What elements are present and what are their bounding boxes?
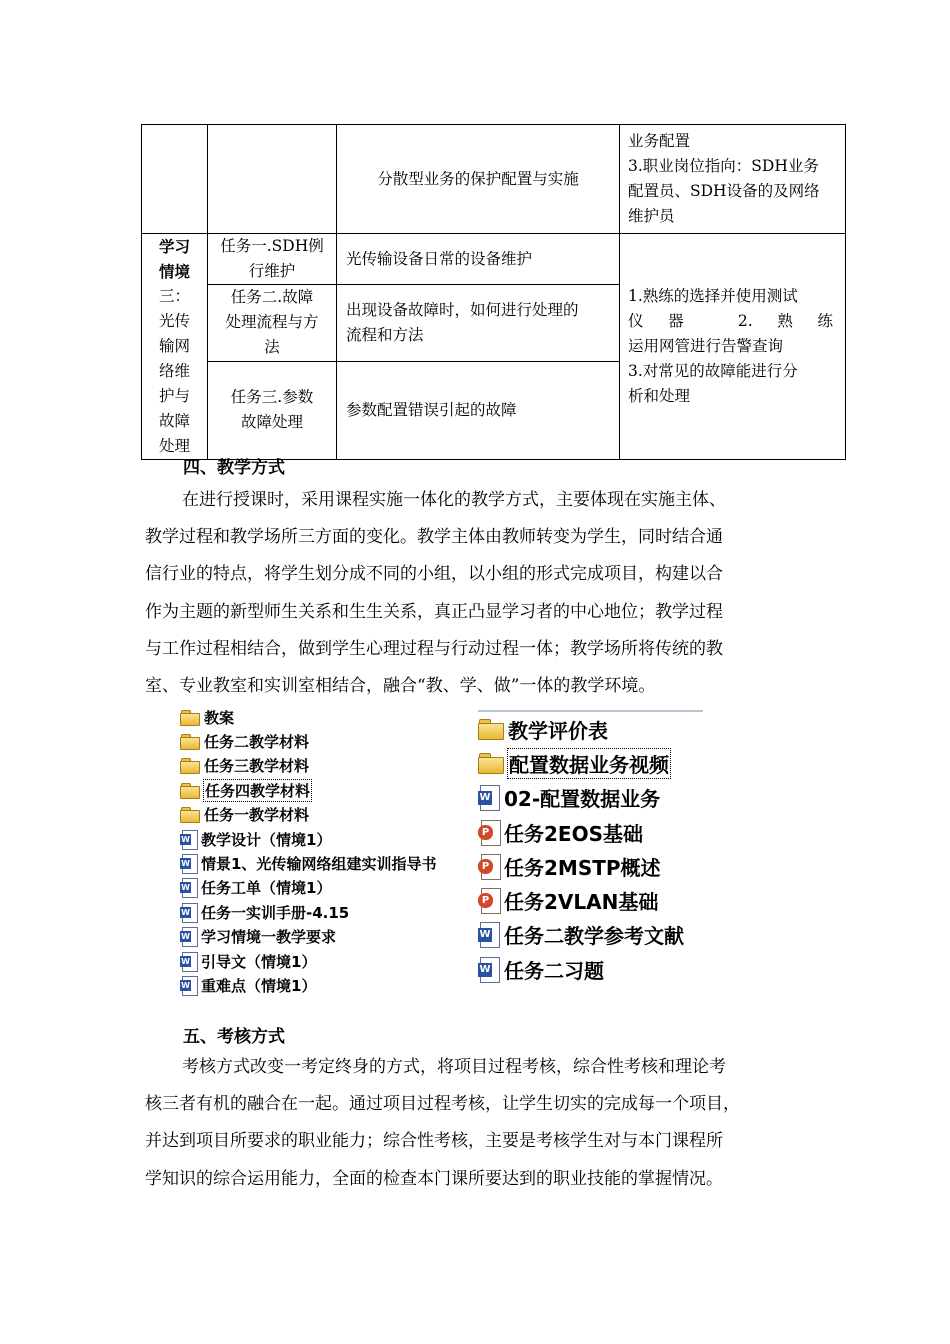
file-item[interactable] [180,973,436,997]
file-item[interactable] [478,781,684,815]
file-label: 任务2MSTP概述 [504,855,661,880]
file-item[interactable] [478,712,684,746]
word-doc-icon [180,903,197,922]
paragraph-line: 学知识的综合运用能力，全面的检查本门课所要达到的职业技能的掌握情况。 [145,1168,723,1189]
ppt-doc-icon [478,854,500,879]
file-item[interactable] [478,746,684,780]
task-content-cell: 参数配置错误引起的故障 [337,361,620,459]
file-item[interactable] [180,754,436,778]
section-heading-assessment-method: 五、考核方式 [183,1027,285,1047]
task-name-cell: 任务二.故障 处理流程与方 法 [208,285,337,361]
paragraph-line: 核三者有机的融合在一起。通过项目过程考核，让学生切实的完成每一个项目， [145,1094,740,1115]
task-name-cell: 任务一.SDH例 行维护 [208,234,337,285]
file-label: 任务一教学材料 [204,806,310,825]
file-label: 教案 [204,708,235,727]
objective-line: 3.对常见的故障能进行分 [628,362,798,380]
file-label: 配置数据业务视频 [508,749,670,778]
file-item[interactable] [180,705,436,729]
file-item[interactable] [478,883,684,917]
table-cell-empty [142,125,208,234]
curriculum-table [141,124,846,460]
file-item[interactable] [478,849,684,883]
folder-icon [180,807,200,822]
file-label: 任务二习题 [504,958,604,983]
file-item[interactable] [180,925,436,949]
file-label: 任务2VLAN基础 [504,890,659,915]
folder-icon [180,758,200,773]
file-item[interactable] [180,729,436,753]
file-label: 教学评价表 [508,718,608,743]
file-item[interactable] [478,952,684,986]
word-doc-icon [180,976,197,995]
file-item[interactable] [180,803,436,827]
file-label: 任务一实训手册-4.15 [201,903,350,922]
table-row [142,234,846,285]
task-content-cell: 出现设备故障时，如何进行处理的 流程和方法 [337,285,620,361]
folder-icon [180,710,200,725]
file-label: 任务二教学材料 [204,733,310,752]
objective-line: 维护员 [628,207,675,225]
file-item[interactable] [180,900,436,924]
section-heading-teaching-method: 四、教学方式 [183,458,285,478]
table-row [142,125,846,234]
task-content-cell: 光传输设备日常的设备维护 [337,234,620,285]
ppt-doc-icon [478,888,500,913]
folder-icon [478,719,504,739]
word-doc-icon [180,952,197,971]
word-doc-icon [478,922,500,947]
task-name-cell: 任务三.参数 故障处理 [208,361,337,459]
objectives-cell [620,125,846,234]
file-item[interactable] [180,827,436,851]
divider [478,710,703,712]
objective-line: 业务配置 [628,132,691,150]
learning-context-name: 学习 情境 三： 光传 输网 络维 护与 故障 处理 [142,234,208,460]
assessment-method-paragraph [145,1049,807,1198]
teaching-method-paragraph [145,482,807,705]
paragraph-line: 作为主题的新型师生关系和生生关系，真正凸显学习者的中心地位；教学过程 [145,601,723,622]
file-item[interactable] [478,918,684,952]
file-item[interactable] [180,851,436,875]
objective-line: 仪器 2.熟练 [628,312,833,330]
objective-line: 析和处理 [628,387,691,405]
file-label: 任务四教学材料 [205,781,311,800]
paragraph-line: 教学过程和教学场所三方面的变化。教学主体由教师转变为学生，同时结合通 [145,527,723,548]
objectives-cell [620,234,846,460]
word-doc-icon [478,957,500,982]
file-label: 教学设计（情境1） [201,830,332,849]
table-cell-empty [208,125,337,234]
file-item[interactable] [180,876,436,900]
file-item[interactable] [180,949,436,973]
paragraph-line: 信行业的特点，将学生划分成不同的小组，以小组的形式完成项目，构建以合 [145,564,723,585]
file-label: 学习情境一教学要求 [201,928,337,947]
folder-icon [180,783,200,798]
file-item[interactable] [478,815,684,849]
file-label: 任务工单（情境1） [201,879,332,898]
file-list-left [180,705,436,998]
objective-line: 配置员、SDH设备的及网络 [628,182,820,200]
word-doc-icon [478,785,500,810]
task-content-cell: 分散型业务的保护配置与实施 [337,125,620,234]
paragraph-line: 在进行授课时，采用课程实施一体化的教学方式，主要体现在实施主体、 [182,490,726,510]
folder-icon [180,734,200,749]
file-label: 重难点（情境1） [201,976,317,995]
paragraph-line: 室、专业教室和实训室相结合，融合“教、学、做”一体的教学环境。 [145,676,656,697]
paragraph-line: 与工作过程相结合，做到学生心理过程与行动过程一体；教学场所将传统的教 [145,638,723,659]
folder-icon [478,753,504,773]
file-label: 任务三教学材料 [204,757,310,776]
file-list-right [478,712,684,986]
ppt-doc-icon [478,820,500,845]
word-doc-icon [180,830,197,849]
word-doc-icon [180,854,197,873]
file-label: 情景1、光传输网络组建实训指导书 [201,855,437,874]
file-label: 任务二教学参考文献 [504,924,684,949]
objective-line: 运用网管进行告警查询 [628,337,784,355]
file-label: 引导文（情境1） [201,952,317,971]
paragraph-line: 考核方式改变一考定终身的方式，将项目过程考核，综合性考核和理论考 [182,1057,726,1077]
word-doc-icon [180,927,197,946]
file-label: 任务2EOS基础 [504,821,643,846]
file-item[interactable] [180,778,436,802]
objective-line: 1.熟练的选择并使用测试 [628,287,798,305]
paragraph-line: 并达到项目所要求的职业能力；综合性考核，主要是考核学生对与本门课程所 [145,1131,723,1152]
objective-line: 3.职业岗位指向：SDH业务 [628,157,819,175]
file-label: 02-配置数据业务 [504,787,661,812]
word-doc-icon [180,878,197,897]
